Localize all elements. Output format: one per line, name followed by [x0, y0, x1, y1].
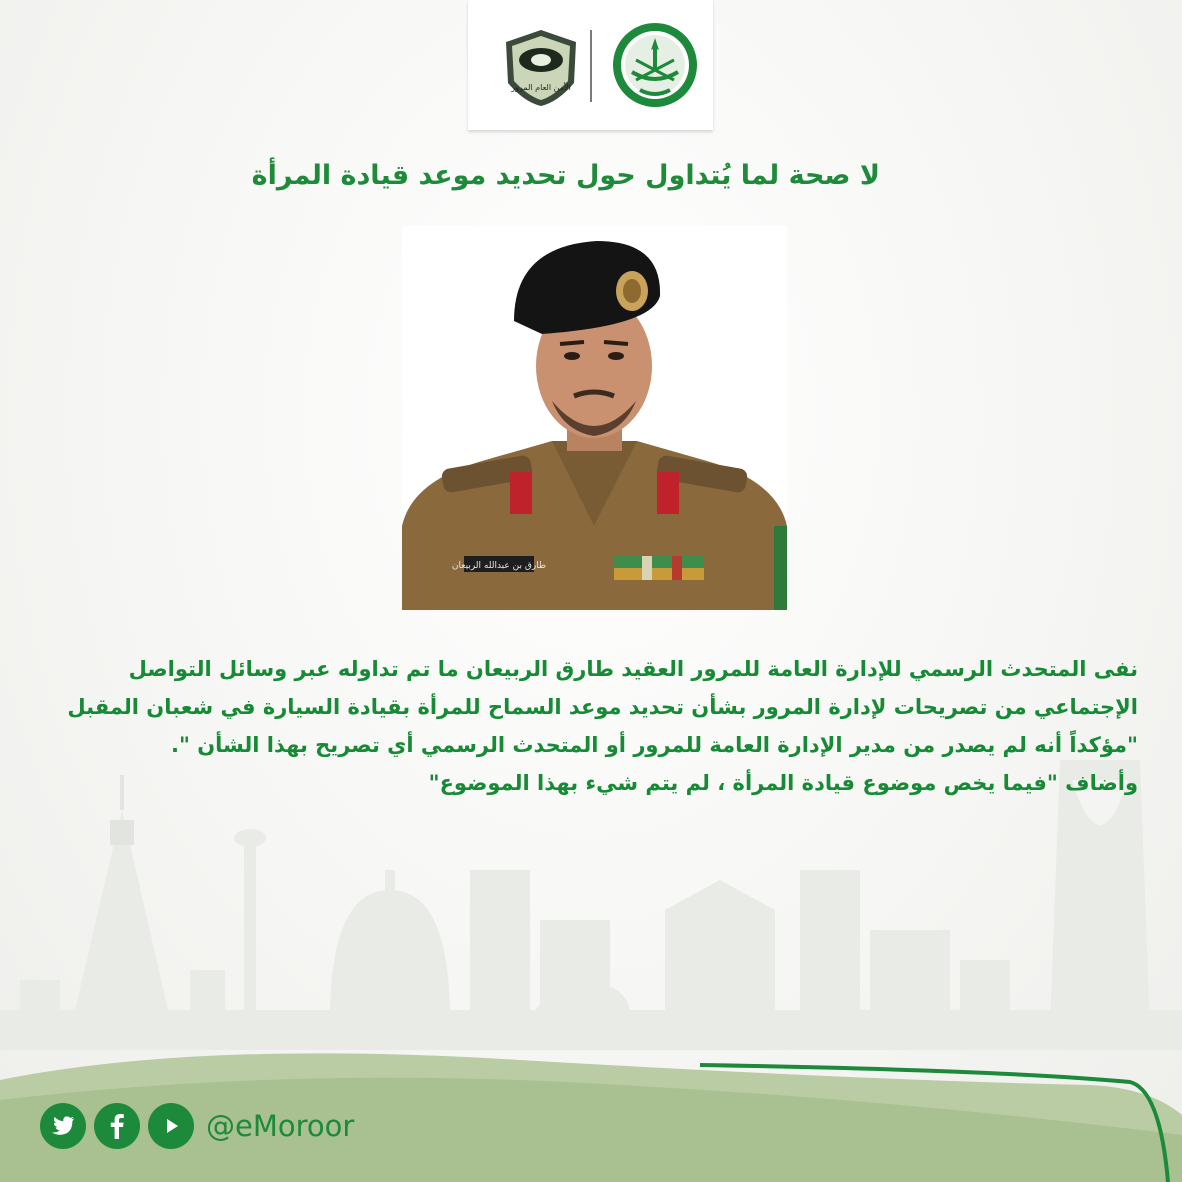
traffic-department-logo: [496, 28, 586, 108]
traffic-logo-text: الأمن العام المرور: [511, 83, 571, 92]
social-handle[interactable]: @eMoroor: [206, 1109, 355, 1143]
ministry-of-interior-emblem: [610, 20, 700, 110]
article-body: [38, 650, 1138, 802]
facebook-icon[interactable]: [94, 1103, 140, 1149]
body-line-2: الإجتماعي من تصريحات لإدارة المرور بشأن تحديد موعد السماح للمرأة بقيادة السيارة في شعبان المقبل: [67, 695, 1138, 719]
body-line-4: وأضاف "فيما يخص موضوع قيادة المرأة ، لم يتم شيء بهذا الموضوع": [428, 771, 1138, 795]
body-line-3: "مؤكداً أنه لم يصدر من مدير الإدارة العامة للمرور أو المتحدث الرسمي أي تصريح بهذا الشأن ".: [170, 733, 1138, 757]
twitter-icon[interactable]: [40, 1103, 86, 1149]
body-line-1: نفى المتحدث الرسمي للإدارة العامة للمرور العقيد طارق الربيعان ما تم تداوله عبر وسائل التواصل: [128, 657, 1138, 681]
social-links: [40, 1103, 354, 1149]
headline: لا صحة لما يُتداول حول تحديد موعد قيادة المرأة: [251, 160, 880, 191]
logo-divider: [590, 30, 592, 102]
officer-photo: [402, 226, 787, 610]
logo-card: [468, 0, 713, 130]
youtube-icon[interactable]: [148, 1103, 194, 1149]
officer-name-tag: طارق بن عبدالله الربيعان: [451, 561, 547, 571]
